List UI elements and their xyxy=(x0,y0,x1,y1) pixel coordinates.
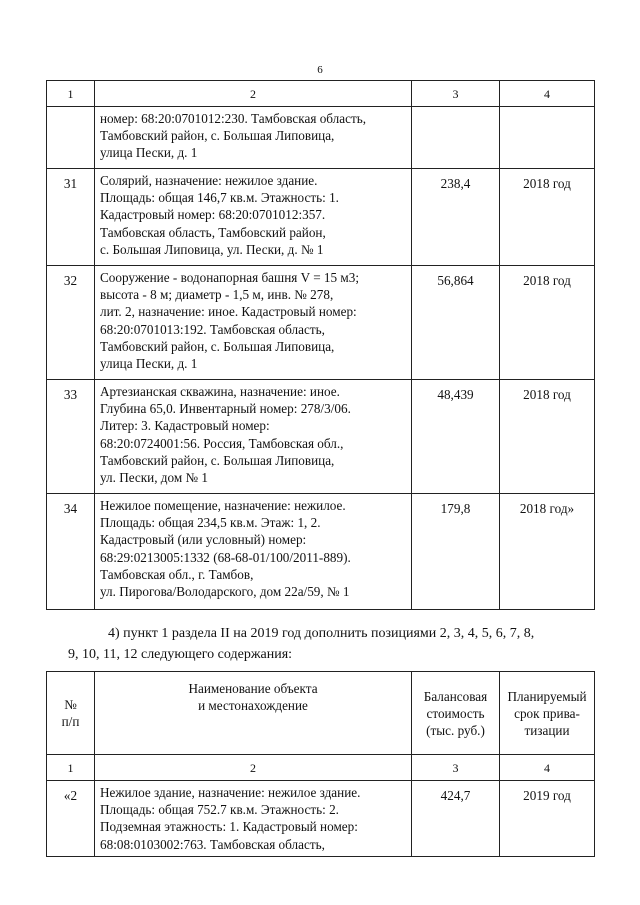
description-line: Площадь: общая 146,7 кв.м. Этажность: 1. xyxy=(100,190,339,206)
description-line: Нежилое здание, назначение: нежилое здание. xyxy=(100,785,361,800)
description-line: Тамбовский район, с. Большая Липовица, xyxy=(100,452,335,468)
property-table-2019 xyxy=(46,671,595,857)
balance-value: 179,8 xyxy=(412,494,500,610)
balance-value: 424,7 xyxy=(412,781,500,857)
header-line: (тыс. руб.) xyxy=(426,722,485,738)
privatization-year: 2018 год xyxy=(500,266,595,380)
privatization-year: 2019 год xyxy=(500,781,595,857)
object-description xyxy=(95,781,412,857)
row-number: 33 xyxy=(47,380,95,494)
table-row xyxy=(47,781,595,857)
table-row xyxy=(47,107,595,169)
column-number: 2 xyxy=(95,755,412,781)
header-line: срок прива- xyxy=(514,705,580,721)
description-line: высота - 8 м; диаметр - 1,5 м, инв. № 278, xyxy=(100,287,334,303)
column-number: 4 xyxy=(500,81,595,107)
description-line: Тамбовский район, с. Большая Липовица, xyxy=(100,338,335,354)
paragraph-line: 4) пункт 1 раздела II на 2019 год дополнить позициями 2, 3, 4, 5, 6, 7, 8, xyxy=(108,626,535,641)
row-number: 31 xyxy=(47,169,95,266)
table-row xyxy=(47,169,595,266)
object-description xyxy=(95,266,412,380)
description-line: с. Большая Липовица, ул. Пески, д. № 1 xyxy=(100,241,324,257)
header-term xyxy=(500,672,595,755)
privatization-year xyxy=(500,107,595,169)
description-line: Литер: 3. Кадастровый номер: xyxy=(100,418,270,434)
row-number: 34 xyxy=(47,494,95,610)
table-row xyxy=(47,380,595,494)
header-value xyxy=(412,672,500,755)
column-number-row xyxy=(47,755,595,781)
amendment-paragraph xyxy=(46,623,594,665)
description-line: Кадастровый (или условный) номер: xyxy=(100,532,307,548)
object-description xyxy=(95,494,412,610)
description-line: Тамбовская обл., г. Тамбов, xyxy=(100,566,254,582)
description-line: лит. 2, назначение: иное. Кадастровый номер: xyxy=(100,304,357,320)
description-line: 68:20:0724001:56. Россия, Тамбовская обл., xyxy=(100,435,344,451)
privatization-year: 2018 год» xyxy=(500,494,595,610)
table-header-row xyxy=(47,672,595,755)
balance-value: 48,439 xyxy=(412,380,500,494)
row-number xyxy=(47,107,95,169)
description-line: Солярий, назначение: нежилое здание. xyxy=(100,173,318,188)
column-number: 3 xyxy=(412,755,500,781)
description-line: Тамбовская область, Тамбовский район, xyxy=(100,224,326,240)
object-description xyxy=(95,169,412,266)
column-number: 3 xyxy=(412,81,500,107)
property-table-continued xyxy=(46,80,595,610)
balance-value xyxy=(412,107,500,169)
description-line: 68:29:0213005:1332 (68-68-01/100/2011-889). xyxy=(100,549,351,565)
description-line: ул. Пески, дом № 1 xyxy=(100,470,208,486)
paragraph-line: 9, 10, 11, 12 следующего содержания: xyxy=(68,647,293,662)
description-line: Кадастровый номер: 68:20:0701012:357. xyxy=(100,207,326,223)
header-number xyxy=(47,672,95,755)
description-line: Глубина 65,0. Инвентарный номер: 278/3/06. xyxy=(100,401,351,417)
header-line: и местонахождение xyxy=(198,698,308,713)
header-line: стоимость xyxy=(426,705,485,721)
header-line: Балансовая xyxy=(423,688,488,704)
object-description xyxy=(95,107,412,169)
column-number: 2 xyxy=(95,81,412,107)
description-line: Сооружение - водонапорная башня V = 15 м3; xyxy=(100,270,360,285)
page-number: 6 xyxy=(317,64,323,76)
description-line: Тамбовский район, с. Большая Липовица, xyxy=(100,128,335,144)
balance-value: 238,4 xyxy=(412,169,500,266)
header-line: п/п xyxy=(61,714,80,729)
description-line: улица Пески, д. 1 xyxy=(100,145,198,161)
row-number: «2 xyxy=(47,781,95,857)
description-line: Нежилое помещение, назначение: нежилое. xyxy=(100,498,346,513)
header-line: Наименование объекта xyxy=(188,681,318,696)
header-line: тизации xyxy=(524,722,570,738)
header-line: Планируемый xyxy=(507,688,587,704)
description-line: Артезианская скважина, назначение: иное. xyxy=(100,384,340,399)
privatization-year: 2018 год xyxy=(500,169,595,266)
table-row xyxy=(47,494,595,610)
privatization-year: 2018 год xyxy=(500,380,595,494)
description-line: 68:20:0701013:192. Тамбовская область, xyxy=(100,321,325,337)
description-line: Площадь: общая 234,5 кв.м. Этаж: 1, 2. xyxy=(100,515,321,531)
description-line: улица Пески, д. 1 xyxy=(100,356,198,372)
column-number: 1 xyxy=(47,755,95,781)
column-number: 4 xyxy=(500,755,595,781)
description-line: ул. Пирогова/Володарского, дом 22а/59, № 1 xyxy=(100,584,350,600)
table-row xyxy=(47,266,595,380)
description-line: 68:08:0103002:763. Тамбовская область, xyxy=(100,836,325,852)
object-description xyxy=(95,380,412,494)
description-line: Подземная этажность: 1. Кадастровый номер: xyxy=(100,819,358,835)
description-line: Площадь: общая 752.7 кв.м. Этажность: 2. xyxy=(100,802,339,818)
column-number: 1 xyxy=(47,81,95,107)
header-line: № xyxy=(64,697,77,712)
row-number: 32 xyxy=(47,266,95,380)
column-number-row xyxy=(47,81,595,107)
description-line: номер: 68:20:0701012:230. Тамбовская область, xyxy=(100,111,367,126)
header-name xyxy=(95,672,412,755)
balance-value: 56,864 xyxy=(412,266,500,380)
